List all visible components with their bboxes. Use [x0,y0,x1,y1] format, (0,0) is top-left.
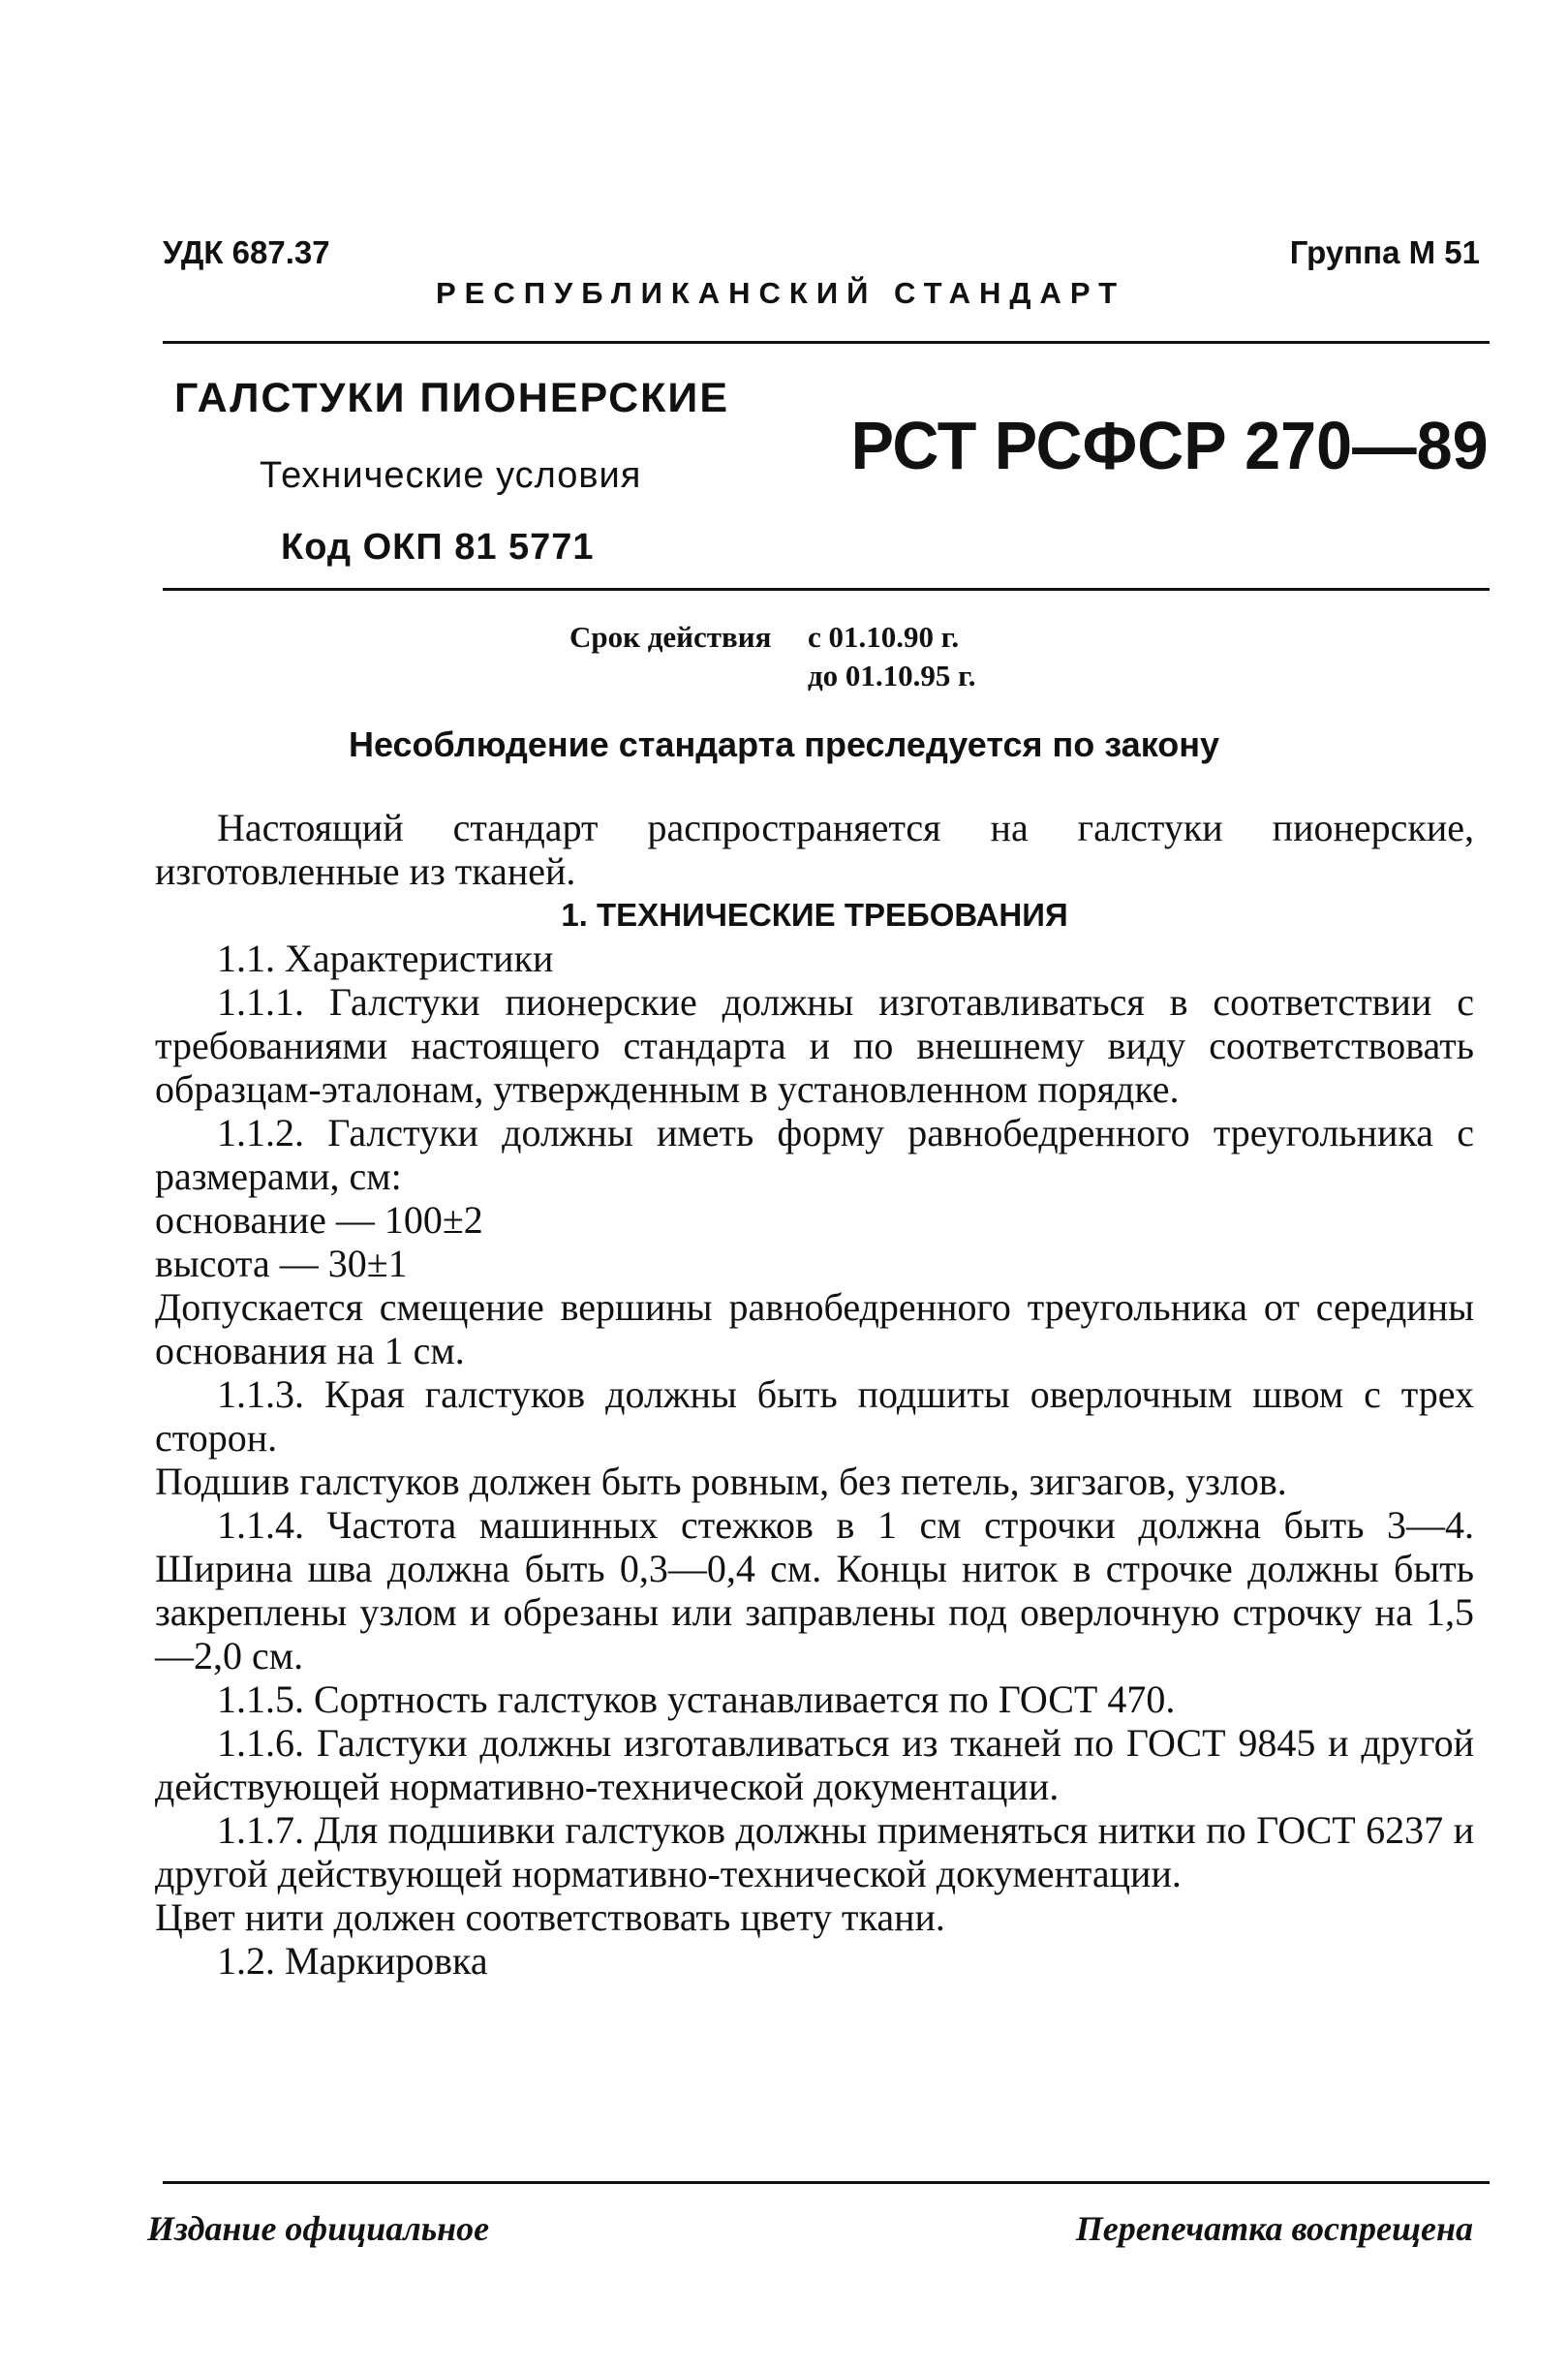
footer-official-edition: Издание официальное [147,2209,490,2248]
clause-1-1-3: 1.1.3. Края галстуков должны быть подшиты оверлочным швом с трех сторон. [155,1372,1474,1460]
thread-color-paragraph: Цвет нити должен соответствовать цвету ткани. [155,1895,945,1939]
okp-code: Код ОКП 81 5771 [281,527,595,568]
clause-1-1-5: 1.1.5. Сортность галстуков устанавливается по ГОСТ 470. [217,1677,1176,1721]
udk-code: УДК 687.37 [163,234,330,270]
document-body [155,806,1474,1983]
clause-1-2: 1.2. Маркировка [217,1939,488,1983]
validity-spacer [569,657,808,695]
clause-1-1-1: 1.1.1. Галстуки пионерские должны изготавливаться в соответствии с требованиями настоящего стандарта и по внешнему виду соответствовать образцам-эталонам, утвержденным в установленном порядке. [155,980,1474,1111]
validity-from: с 01.10.90 г. [808,620,960,654]
hem-paragraph: Подшив галстуков должен быть ровным, без петель, зигзагов, узлов. [155,1460,1287,1503]
standard-code: РСТ РСФСР 270—89 [851,408,1489,483]
footer-divider [163,2181,1490,2184]
clause-1-1-4: 1.1.4. Частота машинных стежков в 1 см строчки должна быть 3—4. Ширина шва должна быть 0,3—0,4 см. Концы ниток в строчке должны быть закреплены узлом и обрезаны или заправлены под оверлочную строчку на 1,5—2,0 см. [155,1503,1474,1677]
dimension-base: основание — 100±2 [155,1198,483,1242]
document-title: ГАЛСТУКИ ПИОНЕРСКИЕ [174,375,730,421]
clause-1-1-6: 1.1.6. Галстуки должны изготавливаться из тканей по ГОСТ 9845 и другой действующей нормативно-технической документации. [155,1721,1474,1808]
title-divider [163,588,1490,591]
validity-period [569,618,976,695]
republic-standard-label: РЕСПУБЛИКАНСКИЙ СТАНДАРТ [436,276,1126,310]
clause-1-1-2: 1.1.2. Галстуки должны иметь форму равнобедренного треугольника с размерами, см: [155,1111,1474,1198]
clause-1-1: 1.1. Характеристики [217,937,554,980]
intro-paragraph: Настоящий стандарт распространяется на галстуки пионерские, изготовленные из тканей. [155,806,1474,893]
group-code: Группа М 51 [1289,234,1480,270]
document-subtitle: Технические условия [260,455,642,496]
footer-reprint-prohibited: Перепечатка воспрещена [1075,2209,1473,2248]
section-heading: 1. ТЕХНИЧЕСКИЕ ТРЕБОВАНИЯ [561,897,1068,933]
clause-1-1-7: 1.1.7. Для подшивки галстуков должны применяться нитки по ГОСТ 6237 и другой действующей нормативно-технической документации. [155,1808,1474,1895]
header-divider [163,341,1490,344]
dimension-height: высота — 30±1 [155,1242,408,1285]
legal-warning: Несоблюдение стандарта преследуется по закону [348,724,1220,764]
offset-paragraph: Допускается смещение вершины равнобедренного треугольника от середины основания на 1 см. [155,1285,1474,1372]
validity-label: Срок действия [569,620,772,654]
validity-to: до 01.10.95 г. [808,659,976,692]
